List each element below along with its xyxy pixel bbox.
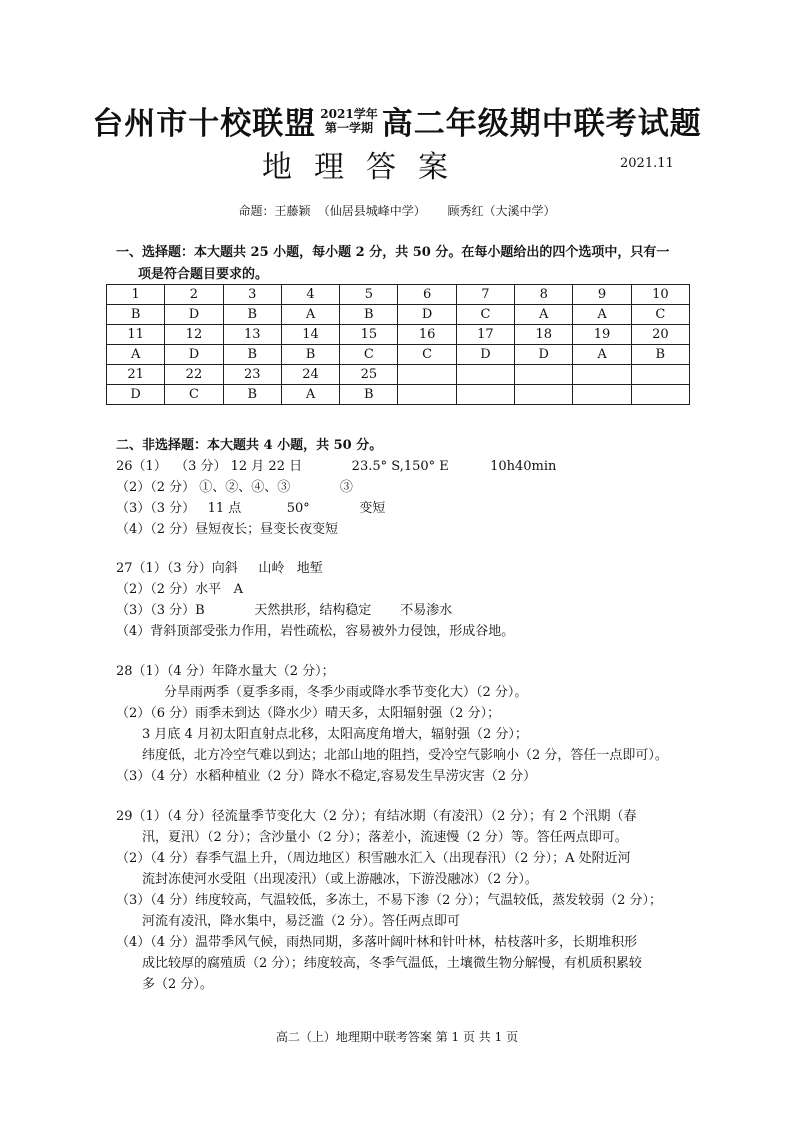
table-cell	[631, 385, 689, 405]
question-29	[116, 806, 696, 995]
table-cell	[398, 365, 456, 385]
answer-line: 流封冻使河水受阻（出现凌汛）（或上游融冰，下游没融冰）（2 分）。	[142, 872, 538, 887]
table-cell: 10	[631, 285, 689, 305]
table-cell	[456, 385, 514, 405]
table-cell: 21	[107, 365, 165, 385]
table-cell: 14	[281, 325, 339, 345]
table-cell	[573, 365, 631, 385]
authors: 命题：王藤颖 （仙居县城峰中学） 顾秀红（大溪中学）	[238, 204, 556, 218]
table-cell: 24	[281, 365, 339, 385]
document-title	[0, 98, 794, 143]
table-row	[107, 365, 690, 385]
table-cell: D	[398, 305, 456, 325]
table-cell: 13	[223, 325, 281, 345]
table-cell: 19	[573, 325, 631, 345]
answer-line: 3 月底 4 月初太阳直射点北移，太阳高度角增大，辐射强（2 分）；	[142, 727, 528, 742]
table-cell: 1	[107, 285, 165, 305]
table-cell: 8	[515, 285, 573, 305]
answer-line: （4）（4 分）温带季风气候，雨热同期，多落叶阔叶林和针叶林，枯枝落叶多，长期堆积形	[116, 935, 638, 950]
table-cell: C	[631, 305, 689, 325]
subtitle: 地理答案	[262, 150, 470, 185]
table-cell: 25	[340, 365, 398, 385]
table-cell: B	[340, 385, 398, 405]
table-cell: 22	[165, 365, 223, 385]
table-cell: A	[515, 305, 573, 325]
answer-line: （2）（2 分）水平 A	[116, 582, 243, 597]
table-cell: A	[281, 305, 339, 325]
answer-line: （2）（6 分）雨季未到达（降水少）晴天多，太阳辐射强（2 分）；	[116, 706, 501, 721]
question-27	[116, 558, 696, 642]
table-cell: 15	[340, 325, 398, 345]
table-cell: A	[573, 345, 631, 365]
table-cell: 20	[631, 325, 689, 345]
table-cell: 7	[456, 285, 514, 305]
table-cell: B	[107, 305, 165, 325]
title-right: 高二年级期中联考试题	[381, 106, 702, 142]
table-row	[107, 305, 690, 325]
table-cell	[573, 385, 631, 405]
table-cell	[515, 365, 573, 385]
title-year: 2021学年	[320, 106, 378, 121]
table-row	[107, 345, 690, 365]
table-cell: 3	[223, 285, 281, 305]
table-cell: C	[165, 385, 223, 405]
table-cell: C	[398, 345, 456, 365]
answer-line: 29（1）（4 分）径流量季节变化大（2 分）；有结冰期（有凌汛）（2 分）；有 2 个汛期（春	[116, 809, 637, 824]
table-cell: D	[107, 385, 165, 405]
table-cell: D	[515, 345, 573, 365]
title-semester: 第一学期	[324, 120, 373, 135]
table-cell: C	[456, 305, 514, 325]
table-cell: B	[340, 305, 398, 325]
table-cell: 17	[456, 325, 514, 345]
table-cell: B	[631, 345, 689, 365]
title-left: 台州市十校联盟	[92, 106, 317, 142]
table-cell	[398, 385, 456, 405]
section1-heading-line1: 一、选择题：本大题共 25 小题，每小题 2 分，共 50 分。在每小题给出的四个选项中，只有一	[116, 245, 670, 260]
table-cell: B	[223, 385, 281, 405]
answer-line: 河流有凌汛，降水集中，易泛滥（2 分）。答任两点即可	[142, 914, 460, 929]
table-cell: D	[456, 345, 514, 365]
table-cell	[456, 365, 514, 385]
table-cell: B	[223, 345, 281, 365]
table-cell: A	[573, 305, 631, 325]
answer-line: 纬度低，北方冷空气难以到达；北部山地的阻挡，受冷空气影响小（2 分，答任一点即可）。	[142, 748, 668, 763]
table-cell: 18	[515, 325, 573, 345]
answer-line: （2）（2 分） ①、②、④、③ ③	[116, 480, 353, 495]
table-row	[107, 385, 690, 405]
table-cell: 23	[223, 365, 281, 385]
table-cell: 16	[398, 325, 456, 345]
answer-line: （3）（4 分）纬度较高，气温较低，多冻土，不易下渗（2 分）；气温较低，蒸发较弱（2 分）；	[116, 893, 662, 908]
table-cell: C	[340, 345, 398, 365]
answer-line: （4）背斜顶部受张力作用，岩性疏松，容易被外力侵蚀，形成谷地。	[116, 624, 515, 639]
table-cell: 6	[398, 285, 456, 305]
answer-line: （3）（3 分）B 天然拱形，结构稳定 不易渗水	[116, 603, 453, 618]
title-term	[320, 107, 377, 135]
question-28	[116, 661, 696, 787]
table-cell: 5	[340, 285, 398, 305]
answer-line: （3）（3 分） 11 点 50° 变短	[116, 501, 386, 516]
table-cell: 9	[573, 285, 631, 305]
table-cell: B	[281, 345, 339, 365]
answer-line: （4）（2 分）昼短夜长；昼变长夜变短	[116, 522, 339, 537]
table-cell: 12	[165, 325, 223, 345]
table-cell: B	[223, 305, 281, 325]
answer-line: 成比较厚的腐殖质（2 分）；纬度较高，冬季气温低，土壤微生物分解慢，有机质积累较	[142, 956, 642, 971]
table-cell: A	[281, 385, 339, 405]
answer-table	[106, 284, 690, 405]
answer-line: 27（1）（3 分）向斜 山岭 地堑	[116, 561, 323, 576]
answer-line: （3）（4 分）水稻种植业（2 分）降水不稳定,容易发生旱涝灾害（2 分）	[116, 769, 537, 784]
table-row	[107, 285, 690, 305]
table-cell: D	[165, 345, 223, 365]
table-cell: 11	[107, 325, 165, 345]
answer-line: 分旱雨两季（夏季多雨，冬季少雨或降水季节变化大）（2 分）。	[164, 685, 528, 700]
answer-line: （2）（4 分）春季气温上升，（周边地区）积雪融水汇入（出现春汛）（2 分）；A 处附近河	[116, 851, 631, 866]
answer-line: 28（1）（4 分）年降水量大（2 分）；	[116, 664, 335, 679]
answer-line: 汛，夏汛）（2 分）；含沙量小（2 分）；落差小，流速慢（2 分）等。答任两点即可。	[142, 830, 628, 845]
table-cell: 2	[165, 285, 223, 305]
page-footer: 高二（上）地理期中联考答案 第 1 页 共 1 页	[275, 1030, 519, 1044]
section1-heading-line2: 项是符合题目要求的。	[138, 267, 269, 282]
table-cell: A	[107, 345, 165, 365]
table-row	[107, 325, 690, 345]
table-cell	[631, 365, 689, 385]
question-26	[116, 456, 696, 540]
answer-line: 多（2 分）。	[142, 977, 213, 992]
table-cell	[515, 385, 573, 405]
table-cell: D	[165, 305, 223, 325]
date: 2021.11	[620, 156, 674, 171]
answer-line: 26（1） （3 分） 12 月 22 日 23.5° S,150° E 10h40min	[116, 459, 557, 474]
section1-heading	[116, 242, 696, 286]
table-cell: 4	[281, 285, 339, 305]
section2-heading: 二、非选择题：本大题共 4 小题，共 50 分。	[116, 438, 383, 453]
